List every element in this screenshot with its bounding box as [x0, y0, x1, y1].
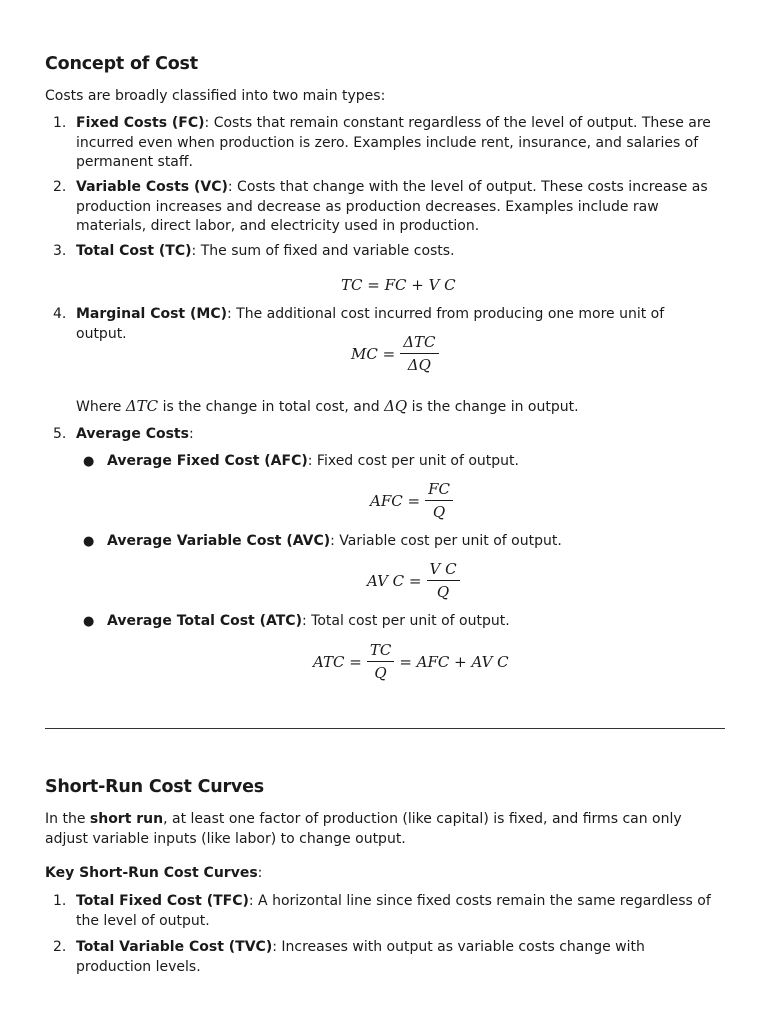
where-text-1: Where — [76, 399, 126, 415]
bullet-dot: ● — [83, 534, 95, 549]
subheading-colon: : — [257, 865, 263, 881]
list-item-tfc — [45, 892, 715, 931]
definition-text: : Variable cost per unit of output. — [330, 533, 562, 549]
term-atc: Average Total Cost (ATC) — [107, 613, 302, 629]
list-number: 4. — [53, 306, 67, 322]
fraction-numerator: FC — [425, 480, 453, 501]
fraction — [367, 641, 394, 682]
term-short-run: short run — [89, 811, 164, 827]
list-item-total-cost — [45, 242, 715, 262]
fraction — [425, 480, 453, 521]
equation-afc — [370, 480, 458, 521]
subheading-text: Key Short-Run Cost Curves — [45, 865, 258, 881]
bullet-dot: ● — [83, 454, 95, 469]
definition-text: : Costs that change with the level of output. These costs increase as production increases and decrease as production decreases. Examples include raw materials, direct labor, and electricity used in production. — [76, 179, 708, 234]
where-text-3: is the change in output. — [407, 399, 579, 415]
bullet-item-avc — [45, 532, 715, 552]
fraction-denominator: Q — [374, 664, 387, 682]
equation-lhs: AFC = — [370, 491, 421, 510]
equation-avc — [367, 560, 465, 601]
equation-lhs: MC = — [351, 344, 396, 363]
list-number: 1. — [53, 893, 67, 909]
short-run-intro-paragraph — [45, 810, 715, 849]
term-marginal-cost: Marginal Cost (MC) — [76, 306, 227, 322]
fraction-numerator: ΔTC — [400, 333, 438, 354]
definition-text: : The sum of fixed and variable costs. — [191, 243, 455, 259]
fraction-denominator: Q — [432, 503, 446, 521]
horizontal-divider — [45, 728, 725, 729]
fraction — [400, 333, 438, 374]
list-number: 5. — [53, 426, 67, 442]
equation-marginal-cost — [351, 333, 444, 374]
equation-tc-text: TC = FC + V C — [341, 276, 456, 294]
list-item-fixed-costs — [45, 114, 715, 173]
intro-paragraph: Costs are broadly classified into two main types: — [45, 88, 386, 104]
term-average-costs: Average Costs — [76, 426, 189, 442]
where-text-2: is the change in total cost, and — [158, 399, 385, 415]
definition-text: : Costs that remain constant regardless of the level of output. These are incurred even when production is zero. Examples include rent, insurance, and salaries of permanent staff. — [76, 115, 711, 170]
definition-text: : A horizontal line since fixed costs remain the same regardless of the level of output. — [76, 893, 711, 929]
term-tfc: Total Fixed Cost (TFC) — [76, 893, 249, 909]
definition-text: : Total cost per unit of output. — [301, 613, 510, 629]
equation-lhs: AV C = — [367, 571, 422, 590]
term-fixed-costs: Fixed Costs (FC) — [76, 115, 205, 131]
intro-text-a: In the — [45, 811, 90, 827]
term-avc: Average Variable Cost (AVC) — [107, 533, 331, 549]
definition-text: : Increases with output as variable costs change with production levels. — [76, 939, 645, 975]
equation-lhs: ATC = — [313, 652, 362, 671]
fraction-denominator: ΔQ — [407, 356, 431, 374]
equation-total-cost — [341, 276, 456, 294]
key-curves-subheading — [45, 864, 262, 884]
where-math-2: ΔQ — [384, 397, 408, 415]
fraction-denominator: Q — [436, 583, 450, 601]
where-note — [76, 397, 579, 418]
term-tvc: Total Variable Cost (TVC) — [76, 939, 273, 955]
list-item-tvc — [45, 938, 715, 977]
section-title-short-run-cost-curves: Short-Run Cost Curves — [45, 777, 264, 797]
list-number: 2. — [53, 179, 67, 195]
definition-text: : — [188, 426, 194, 442]
list-item-variable-costs — [45, 178, 715, 237]
definition-text: : The additional cost incurred from producing one more unit of output. — [76, 306, 665, 342]
fraction-numerator: V C — [427, 560, 460, 581]
list-item-average-costs — [45, 425, 715, 445]
section-title-concept-of-cost: Concept of Cost — [45, 54, 198, 74]
list-number: 2. — [53, 939, 67, 955]
bullet-item-afc — [45, 452, 715, 472]
definition-text: : Fixed cost per unit of output. — [307, 453, 519, 469]
fraction — [427, 560, 460, 601]
list-number: 3. — [53, 243, 67, 259]
intro-text-c: , at least one factor of production (like capital) is fixed, and firms can only adjust variable inputs (like labor) to change output. — [45, 811, 682, 847]
equation-rhs: = AFC + AV C — [399, 652, 509, 671]
equation-atc — [313, 641, 509, 682]
bullet-item-atc — [45, 612, 715, 632]
term-total-cost: Total Cost (TC) — [76, 243, 192, 259]
term-afc: Average Fixed Cost (AFC) — [107, 453, 308, 469]
list-number: 1. — [53, 115, 67, 131]
fraction-numerator: TC — [367, 641, 394, 662]
where-math-1: ΔTC — [125, 397, 159, 415]
bullet-dot: ● — [83, 614, 95, 629]
term-variable-costs: Variable Costs (VC) — [76, 179, 228, 195]
